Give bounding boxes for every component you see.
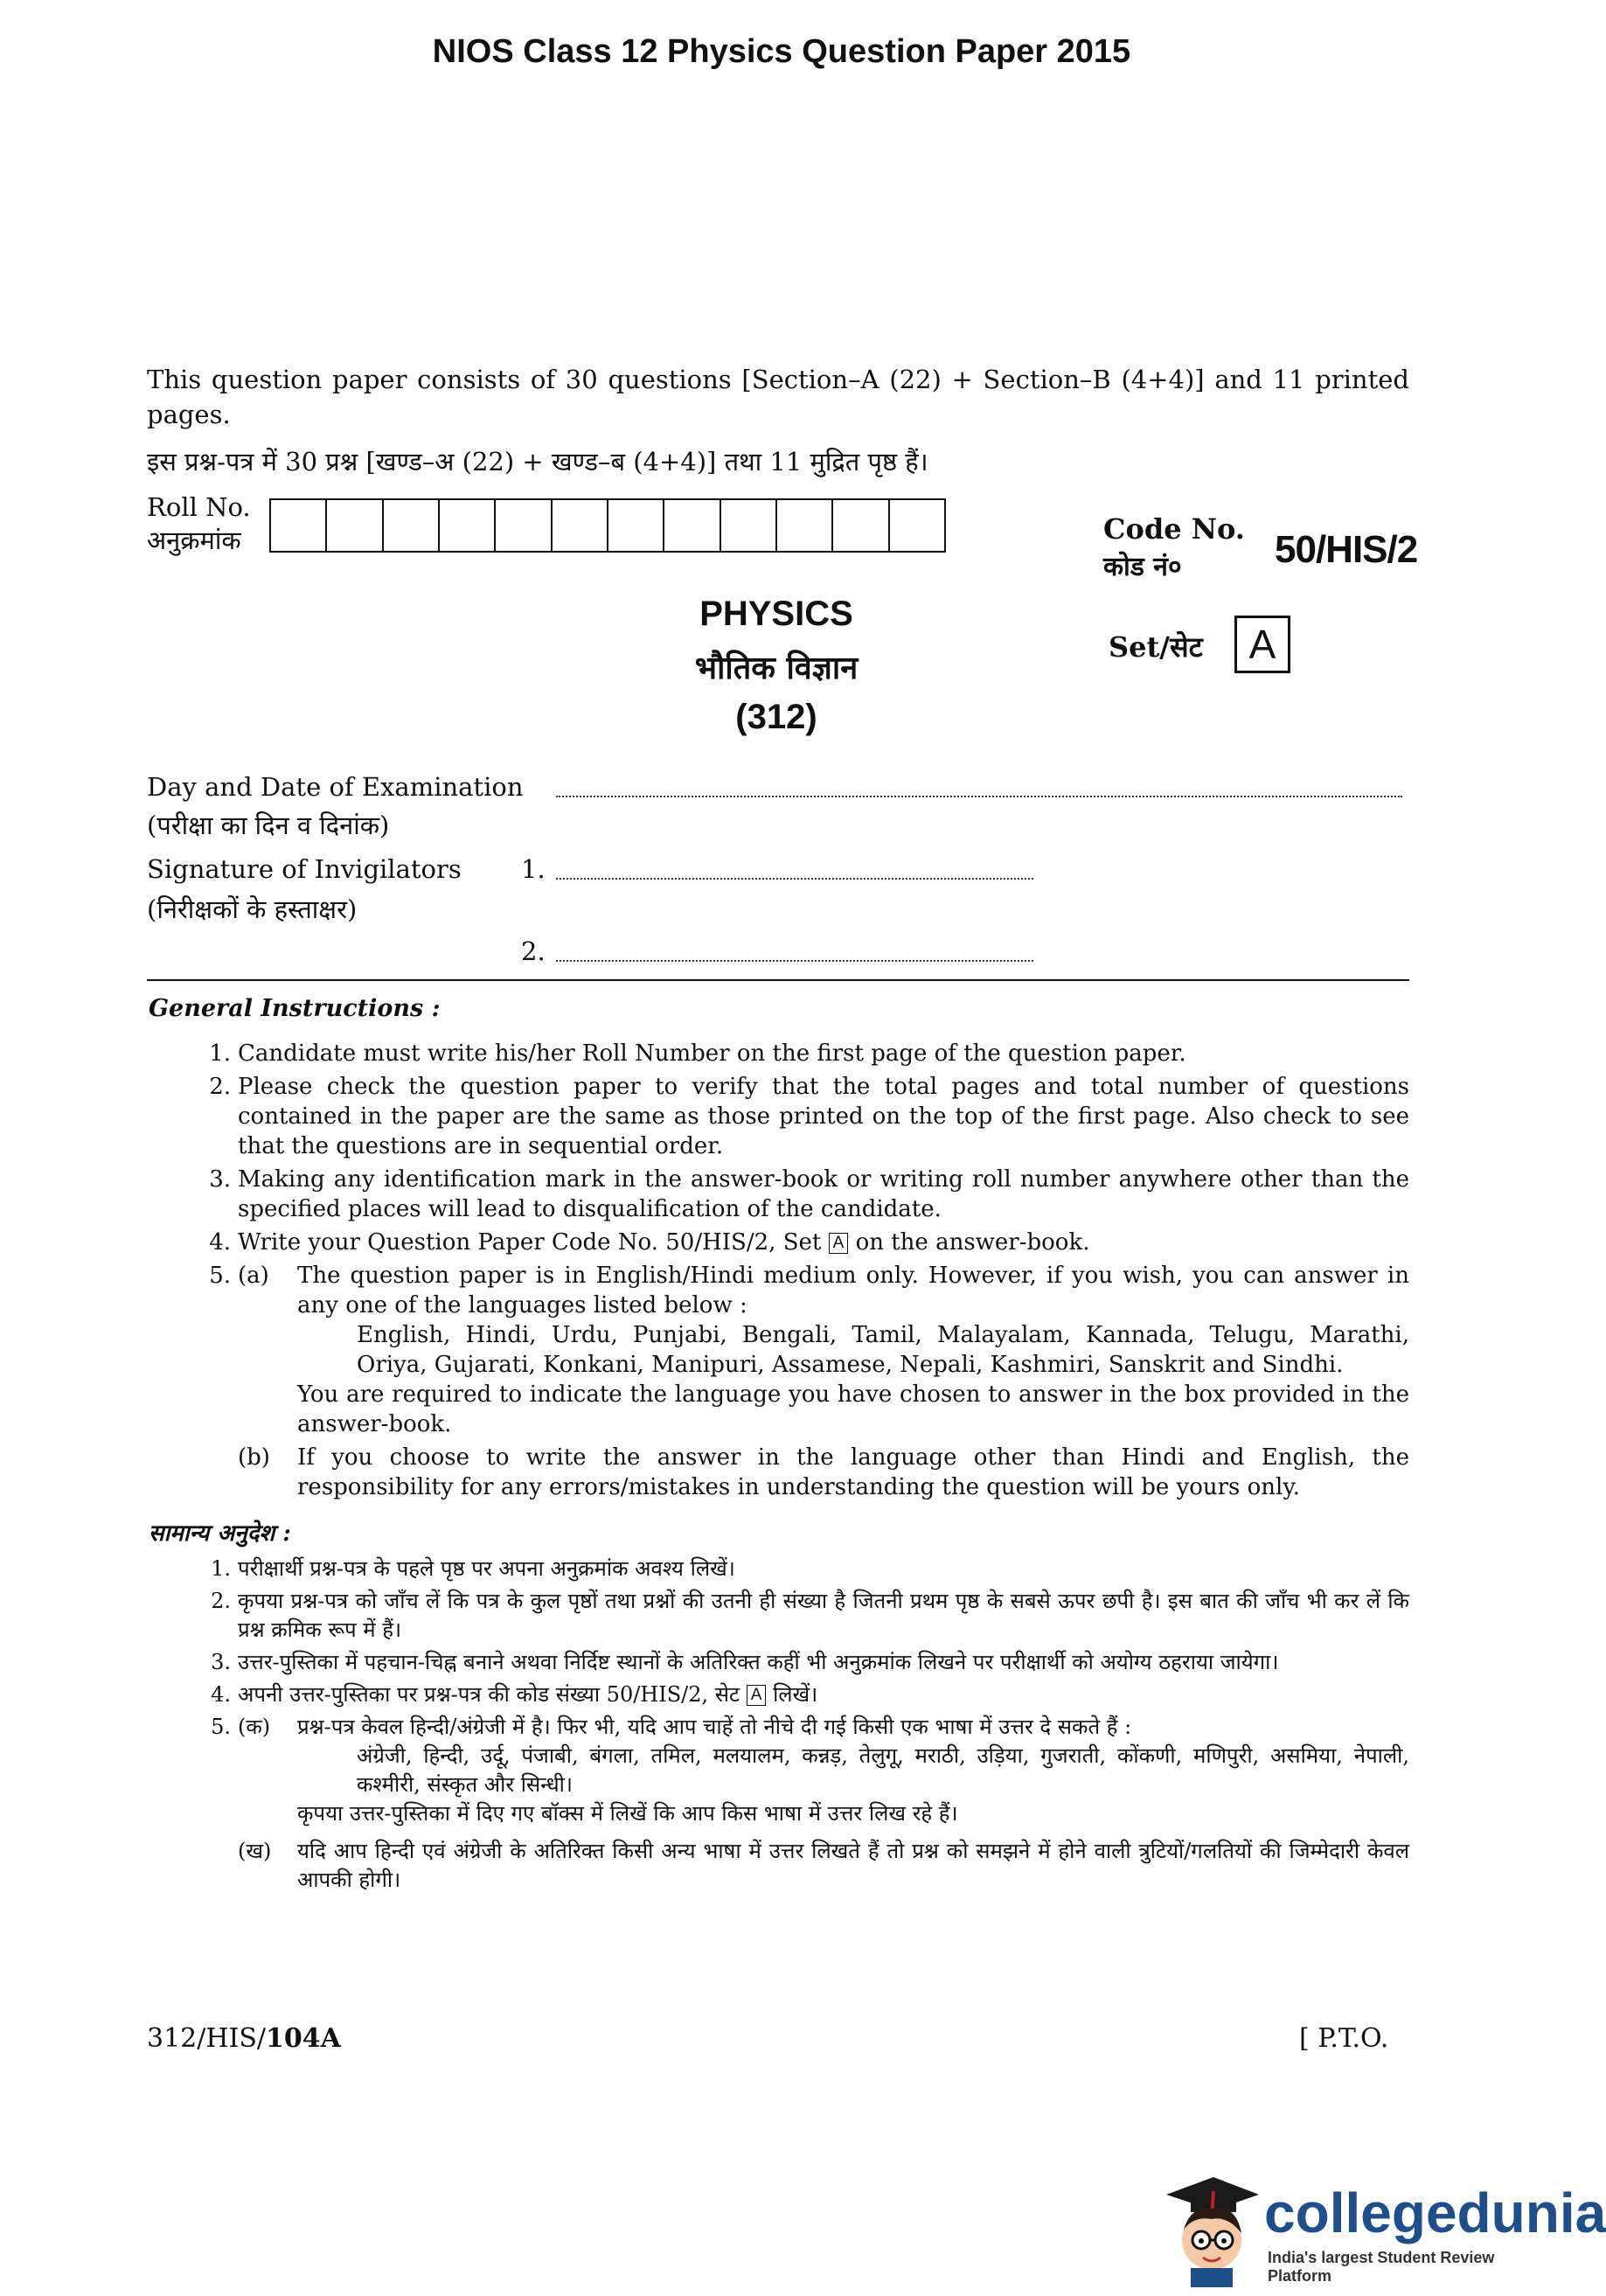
roll-cell[interactable] [327,500,383,551]
set-mini-box: A [747,1685,767,1706]
instructions-english [209,1039,1409,1506]
roll-number-boxes[interactable] [269,498,946,553]
roll-cell[interactable] [721,500,777,551]
instruction-text: लिखें। [773,1682,818,1707]
code-value: 50/HIS/2 [1275,528,1418,571]
mascot-icon [1151,2165,1264,2287]
instruction-text: परीक्षार्थी प्रश्न-पत्र के पहले पृष्ठ पर अपना अनुक्रमांक अवश्य लिखें। [238,1556,735,1581]
instruction-item: 5. (क) प्रश्न-पत्र केवल हिन्दी/अंग्रेजी में है। फिर भी, यदि आप चाहें तो नीचे दी गई किसी एक भाषा में उत्तर दे सकते हैं : अंग्रेजी, हिन्दी, उर्दू, पंजाबी, बंगला, तमिल, मलयालम, कन्नड़, तेलुगू, मराठी, उड़िया, गुजराती, कोंकणी, मणिपुरी, असमिया, नेपाली, कश्मीरी, संस्कृत और सिन्धी। कृपया उत्तर-पुस्तिका में दिए गए बॉक्स में लिखें कि आप किस भाषा में उत्तर लिख रहे हैं। [238,1713,1409,1828]
roll-cell[interactable] [833,500,889,551]
instructions-hindi [211,1555,1409,1898]
instruction-item: 4. Write your Question Paper Code No. 50/HIS/2, Set A on the answer-book. [209,1229,1090,1256]
invigilator-2-field[interactable] [556,960,1033,962]
instruction-item: 1. Candidate must write his/her Roll Number on the first page of the question paper. [209,1040,1186,1067]
subject-hindi: भौतिक विज्ञान [694,650,859,686]
instruction-text: Please check the question paper to verify that the total pages and total number of questions contained in the paper are the same as those printed on the top of the first page. Also check to see that the questions are in sequential order. [238,1074,1409,1159]
instruction-item [238,1443,1409,1502]
instruction-item: 1. परीक्षार्थी प्रश्न-पत्र के पहले पृष्ठ पर अपना अनुक्रमांक अवश्य लिखें। [211,1556,735,1581]
instruction-item: 2. Please check the question paper to verify that the total pages and total number of questions contained in the paper are the same as those printed on the top of the first page. Also check to see that the questions are in sequential order. [209,1074,1409,1159]
code-label-en: Code No. [1103,512,1245,546]
instruction-item: 3. Making any identification mark in the answer-book or writing roll number anywhere other than the specified places will lead to disqualification of the candidate. [209,1166,1409,1222]
instruction-text: The question paper is in English/Hindi medium only. However, if you wish, you can answer in any one of the languages listed below : [297,1263,1409,1318]
invigilator-label-en: Signature of Invigilators [147,854,462,884]
general-instructions-heading: General Instructions : [149,995,441,1022]
subject-code: (312) [735,698,817,736]
set-mini-box: A [829,1233,849,1254]
set-value-box: A [1234,616,1290,673]
intro-english: This question paper consists of 30 questions [Section–A (22) + Section–B (4+4)] and 11 printed pages. [147,365,1409,429]
intro-hindi: इस प्रश्न-पत्र में 30 प्रश्न [खण्ड–अ (22) + खण्ड–ब (4+4)] तथा 11 मुद्रित पृष्ठ हैं। [147,447,928,477]
section-divider [147,979,1409,981]
instruction-text: अपनी उत्तर-पुस्तिका पर प्रश्न-पत्र की कोड संख्या 50/HIS/2, सेट [238,1682,740,1707]
logo-name: collegedunia [1264,2181,1606,2244]
instruction-text: Making any identification mark in the answer-book or writing roll number anywhere other than the specified places will lead to disqualification of the candidate. [238,1166,1409,1222]
instruction-text: Write your Question Paper Code No. 50/HIS/2, Set [238,1229,822,1256]
collegedunia-logo [1151,2165,1606,2296]
hindi-instructions-heading: सामान्य अनुदेश : [149,1520,291,1547]
instruction-text: उत्तर-पुस्तिका में पहचान-चिह्न बनाने अथवा निर्दिष्ट स्थानों के अतिरिक्त कहीं भी अनुक्रमांक लिखने पर परीक्षार्थी को अयोग्य ठहराया जायेगा। [238,1650,1279,1674]
roll-label-en: Roll No. [147,492,251,522]
footer-paper-code [147,2023,341,2054]
instruction-item [238,1837,1409,1895]
logo-tagline: India's largest Student Review Platform [1268,2249,1495,2285]
exam-date-label-hi: (परीक्षा का दिन व दिनांक) [147,811,390,840]
invigilator-1-field[interactable] [556,878,1033,880]
instruction-item: 5. (a) The question paper is in English/Hindi medium only. However, if you wish, you can answer in any one of the languages listed below : English, Hindi, Urdu, Punjabi, Bengali, Tamil, Malayalam, Kannada, Telugu, Marathi, Oriya, Gujarati, Konkani, Manipuri, Assamese, Nepali, Kashmiri, Sanskrit and Sindhi. You are required to indicate the language you have chosen to answer in the box provided in the answer-book. [209,1263,1409,1437]
languages-list: English, Hindi, Urdu, Punjabi, Bengali, Tamil, Malayalam, Kannada, Telugu, Marathi, Oriya, Gujarati, Konkani, Manipuri, Assamese, Nepali, Kashmiri, Sanskrit and Sindhi. [357,1322,1409,1378]
instruction-sub-label: (a) [238,1263,269,1289]
roll-cell[interactable] [553,500,608,551]
instruction-text: You are required to indicate the language you have chosen to answer in the box provided in the answer-book. [297,1381,1409,1437]
roll-cell[interactable] [384,500,440,551]
instruction-item: 3. उत्तर-पुस्तिका में पहचान-चिह्न बनाने अथवा निर्दिष्ट स्थानों के अतिरिक्त कहीं भी अनुक्रमांक लिखने पर परीक्षार्थी को अयोग्य ठहराया जायेगा। [211,1650,1279,1674]
roll-cell[interactable] [664,500,720,551]
roll-label-hi: अनुक्रमांक [147,525,241,555]
roll-cell[interactable] [440,500,496,551]
subject-english: PHYSICS [699,595,853,633]
invigilator-label-hi: (निरीक्षकों के हस्ताक्षर) [147,894,358,924]
page-header-title: NIOS Class 12 Physics Question Paper 2015 [432,33,1131,70]
instruction-text: Candidate must write his/her Roll Number on the first page of the question paper. [238,1040,1186,1067]
instruction-text: on the answer-book. [855,1229,1090,1256]
roll-cell[interactable] [608,500,664,551]
footer-code-plain: 312/HIS/ [147,2023,267,2054]
instruction-text: If you choose to write the answer in the language other than Hindi and English, the responsibility for any errors/mistakes in understanding the question will be yours only. [297,1444,1409,1500]
instruction-sub-label: (b) [238,1444,270,1471]
instruction-text: कृपया उत्तर-पुस्तिका में दिए गए बॉक्स में लिखें कि आप किस भाषा में उत्तर लिख रहे हैं। [297,1801,958,1826]
set-label: Set/सेट [1109,630,1203,664]
footer-code-bold: 104A [266,2023,341,2054]
instruction-text: यदि आप हिन्दी एवं अंग्रेजी के अतिरिक्त किसी अन्य भाषा में उत्तर लिखते हैं तो प्रश्न को समझने में होने वाली त्रुटियों/गलतियों की जिम्मेदारी केवल आपकी होगी। [297,1839,1409,1892]
code-label-hi: कोड नं० [1103,552,1182,582]
instruction-text: प्रश्न-पत्र केवल हिन्दी/अंग्रेजी में है। फिर भी, यदि आप चाहें तो नीचे दी गई किसी एक भाषा में उत्तर दे सकते हैं : [297,1715,1132,1739]
instruction-text: कृपया प्रश्न-पत्र को जाँच लें कि पत्र के कुल पृष्ठों तथा प्रश्नों की उतनी ही संख्या है जितनी प्रथम पृष्ठ के सबसे ऊपर छपी है। इस बात की जाँच भी कर लें कि प्रश्न क्रमिक रूप में हैं। [238,1589,1409,1642]
roll-cell[interactable] [496,500,552,551]
roll-cell[interactable] [777,500,833,551]
roll-cell[interactable] [271,500,327,551]
instruction-item: 4. अपनी उत्तर-पुस्तिका पर प्रश्न-पत्र की कोड संख्या 50/HIS/2, सेट A लिखें। [211,1682,818,1707]
footer-pto: [ P.T.O. [1299,2023,1389,2054]
invigilator-2-number: 2. [521,936,546,966]
exam-date-field[interactable] [556,796,1402,797]
instruction-item: 2. कृपया प्रश्न-पत्र को जाँच लें कि पत्र के कुल पृष्ठों तथा प्रश्नों की उतनी ही संख्या है जितनी प्रथम पृष्ठ के सबसे ऊपर छपी है। इस बात की जाँच भी कर लें कि प्रश्न क्रमिक रूप में हैं। [211,1589,1409,1642]
exam-date-label-en: Day and Date of Examination [147,772,524,802]
roll-cell[interactable] [890,500,944,551]
invigilator-1-number: 1. [521,854,546,884]
languages-list: अंग्रेजी, हिन्दी, उर्दू, पंजाबी, बंगला, तमिल, मलयालम, कन्नड़, तेलुगू, मराठी, उड़िया, गुजराती, कोंकणी, मणिपुरी, असमिया, नेपाली, कश्मीरी, संस्कृत और सिन्धी। [357,1743,1409,1797]
instruction-sub-label: (क) [238,1715,271,1739]
instruction-sub-label: (ख) [238,1839,272,1863]
